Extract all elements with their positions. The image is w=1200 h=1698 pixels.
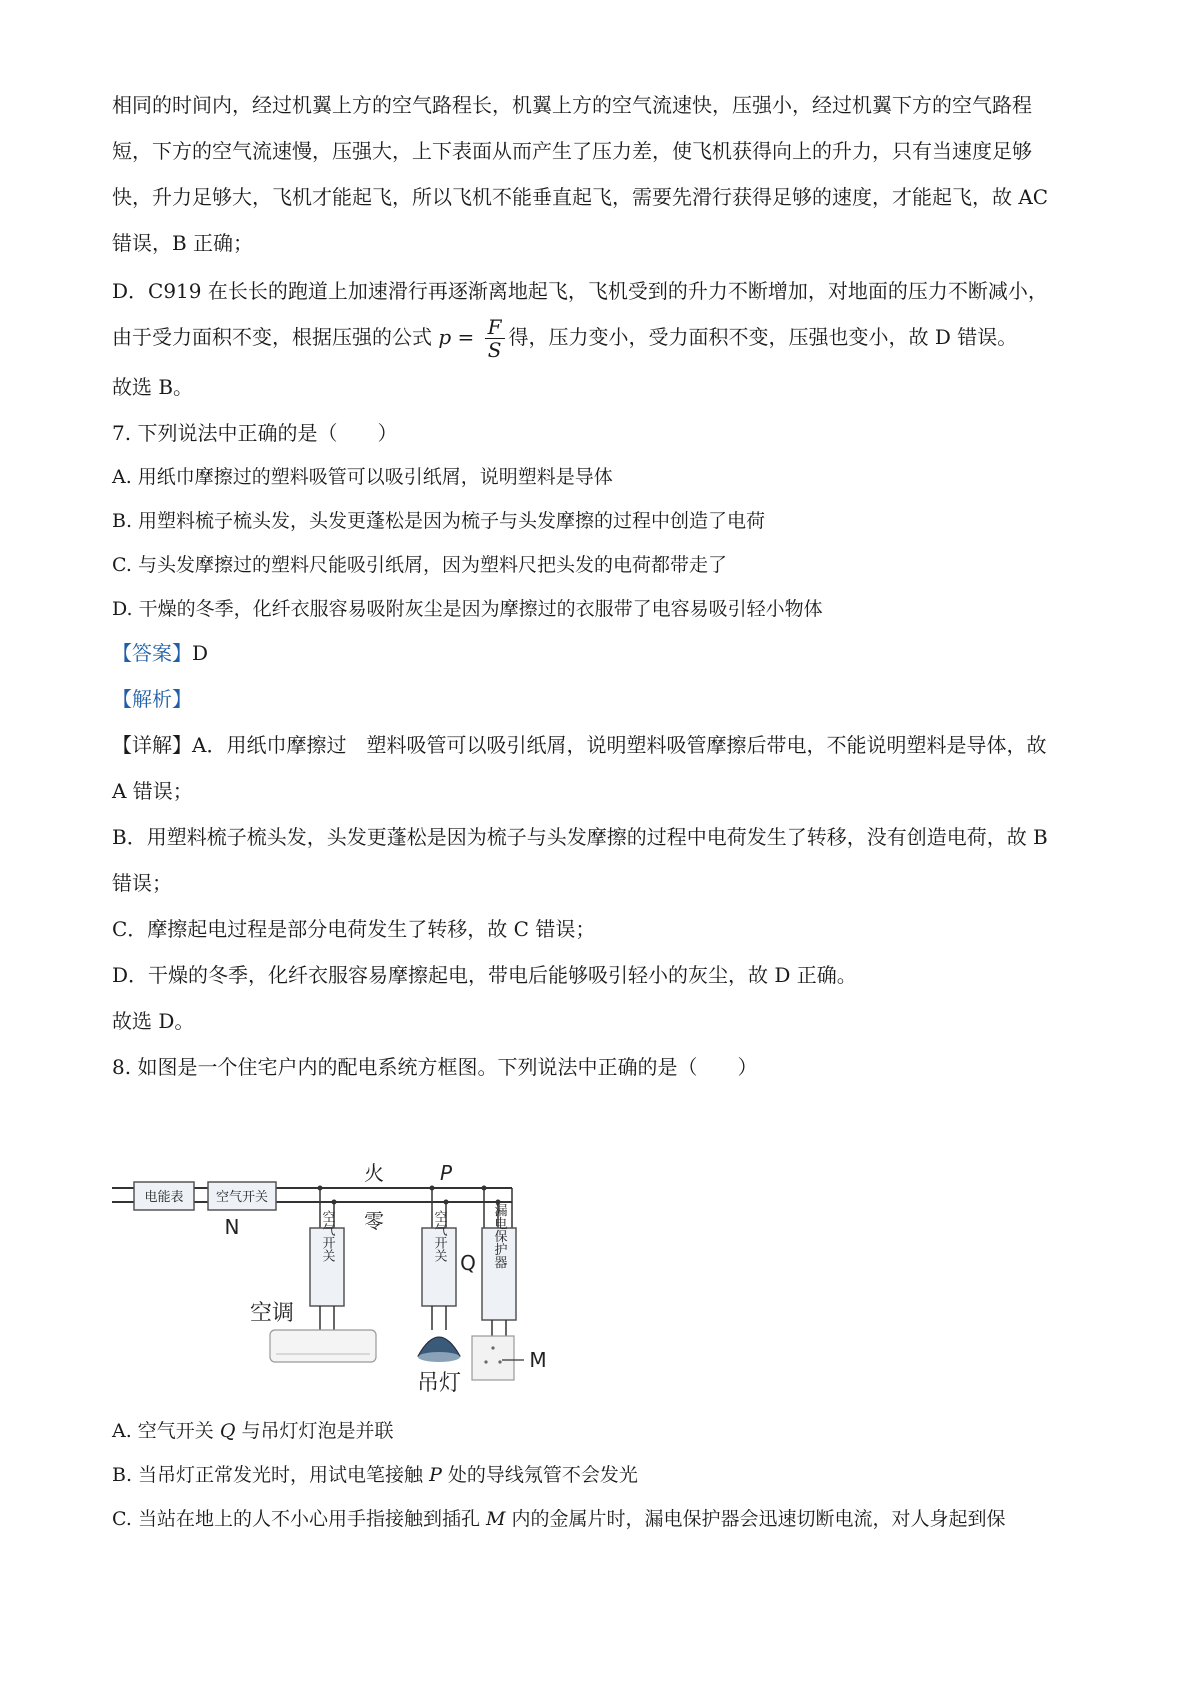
detail-line: C．摩擦起电过程是部分电荷发生了转移，故 C 错误； xyxy=(112,917,596,941)
label-q: Q xyxy=(460,1251,476,1275)
detail-line: A 错误； xyxy=(112,779,193,803)
junction xyxy=(430,1186,435,1191)
pressure-fraction xyxy=(485,316,505,361)
detail-line: D．干燥的冬季，化纤衣服容易摩擦起电，带电后能够吸引轻小的灰尘，故 D 正确。 xyxy=(112,963,857,987)
main-switch-label: 空气开关 xyxy=(215,1190,269,1205)
live-label: 火 xyxy=(364,1161,384,1185)
q8-stem: 8. 如图是一个住宅户内的配电系统方框图。下列说法中正确的是（ ） xyxy=(112,1055,758,1079)
socket-hole xyxy=(498,1360,501,1363)
text-line: 相同的时间内，经过机翼上方的空气路程长，机翼上方的空气流速快，压强小，经过机翼下方的空气路程 xyxy=(112,93,1032,117)
label-p: P xyxy=(439,1161,453,1185)
q7-conclusion: 故选 D。 xyxy=(112,1009,195,1033)
text-line: D．C919 在长长的跑道上加速滑行再逐渐离地起飞，飞机受到的升力不断增加，对地面的压力不断减小， xyxy=(112,279,1048,303)
distribution-diagram-svg xyxy=(112,1158,612,1403)
q8-opt-b-pre: B. 当吊灯正常发光时，用试电笔接触 xyxy=(112,1464,430,1486)
junction xyxy=(318,1186,323,1191)
q8-opt-c-post: 内的金属片时，漏电保护器会迅速切断电流，对人身起到保 xyxy=(505,1508,1006,1530)
lamp-label: 吊灯 xyxy=(416,1371,462,1396)
q8-opt-a-pre: A. 空气开关 xyxy=(112,1420,220,1442)
lamp-rim xyxy=(418,1352,460,1362)
text-line: 错误，B 正确； xyxy=(112,231,254,255)
q8-option-b xyxy=(112,1460,638,1490)
junction xyxy=(444,1200,449,1205)
formula-var-p: p xyxy=(438,325,452,349)
q8-option-c xyxy=(112,1504,1006,1534)
distribution-diagram xyxy=(112,1158,612,1403)
detail-line xyxy=(112,730,1046,760)
analysis-tag: 【解析】 xyxy=(112,687,192,711)
detail-tag: 【详解】 xyxy=(112,733,192,757)
q7-option-d: D. 干燥的冬季，化纤衣服容易吸附灰尘是因为摩擦过的衣服带了电容易吸引轻小物体 xyxy=(112,598,823,620)
analysis-heading xyxy=(112,684,192,714)
socket-hole xyxy=(484,1360,487,1363)
q7-option-a: A. 用纸巾摩擦过的塑料吸管可以吸引纸屑，说明塑料是导体 xyxy=(112,466,613,488)
neutral-label: 零 xyxy=(364,1209,384,1233)
q6-conclusion: 故选 B。 xyxy=(112,375,194,399)
text-line: 快，升力足够大，飞机才能起飞，所以飞机不能垂直起飞，需要先滑行获得足够的速度，才能起飞，故 AC xyxy=(112,185,1049,209)
text-line: 短，下方的空气流速慢，压强大，上下表面从而产生了压力差，使飞机获得向上的升力，只有当速度足够 xyxy=(112,139,1032,163)
q7-option-b: B. 用塑料梳子梳头发，头发更蓬松是因为梳子与头发摩擦的过程中创造了电荷 xyxy=(112,510,766,532)
ac-label: 空调 xyxy=(249,1301,295,1326)
branch2-switch-label: 空气开关 xyxy=(431,1210,447,1262)
meter-label: 电能表 xyxy=(144,1190,184,1205)
branch1-switch-label: 空气开关 xyxy=(319,1210,335,1262)
detail-line: B．用塑料梳子梳头发，头发更蓬松是因为梳子与头发摩擦的过程中电荷发生了转移，没有创造电荷，故 B xyxy=(112,825,1048,849)
formula-line xyxy=(112,316,1017,361)
q7-answer xyxy=(112,638,208,668)
label-n: N xyxy=(224,1215,240,1239)
fraction-denominator: S xyxy=(487,338,502,362)
detail-line: 错误； xyxy=(112,871,172,895)
formula-eq: = xyxy=(451,325,481,349)
leak-protector-label: 漏电保护器 xyxy=(491,1203,507,1269)
q8-opt-b-post: 处的导线氖管不会发光 xyxy=(441,1464,638,1486)
q8-opt-a-var: Q xyxy=(219,1420,236,1442)
detail-text: A．用纸巾摩擦过 塑料吸管可以吸引纸屑，说明塑料吸管摩擦后带电，不能说明塑料是导体，故 xyxy=(192,733,1047,757)
q7-stem: 7. 下列说法中正确的是（ ） xyxy=(112,421,398,445)
formula-text-after: 得，压力变小，受力面积不变，压强也变小，故 D 错误。 xyxy=(508,325,1018,349)
junction xyxy=(482,1186,487,1191)
answer-value: D xyxy=(192,641,209,665)
answer-tag: 【答案】 xyxy=(112,641,192,665)
socket-icon xyxy=(472,1336,514,1380)
label-m: M xyxy=(529,1348,547,1372)
q8-opt-b-var: P xyxy=(429,1464,442,1486)
q7-option-c: C. 与头发摩擦过的塑料尺能吸引纸屑，因为塑料尺把头发的电荷都带走了 xyxy=(112,554,727,576)
q8-opt-a-post: 与吊灯灯泡是并联 xyxy=(235,1420,394,1442)
formula-text-before: 由于受力面积不变，根据压强的公式 xyxy=(112,325,439,349)
junction xyxy=(332,1200,337,1205)
fraction-numerator: F xyxy=(485,316,505,339)
q8-opt-c-pre: C. 当站在地上的人不小心用手指接触到插孔 xyxy=(112,1508,486,1530)
air-conditioner-icon xyxy=(270,1330,376,1362)
socket-hole xyxy=(491,1346,494,1349)
q8-opt-c-var: M xyxy=(485,1508,506,1530)
q8-option-a xyxy=(112,1416,393,1446)
